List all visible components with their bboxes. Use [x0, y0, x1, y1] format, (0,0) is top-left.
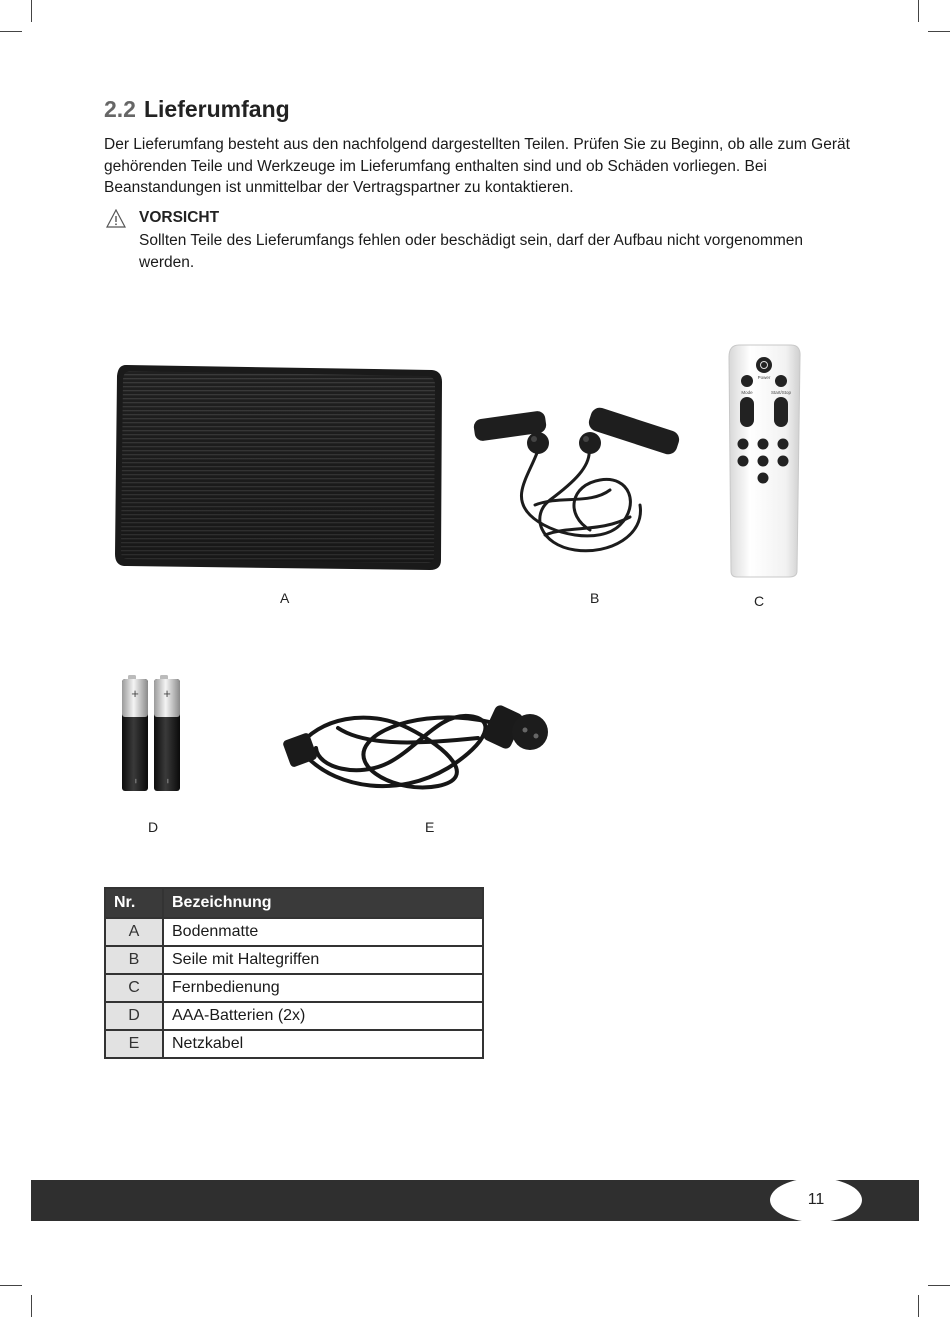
crop-mark [0, 1285, 22, 1286]
row-nr: D [105, 1002, 163, 1030]
battery-plus-symbol: + [163, 686, 171, 701]
page-number [770, 1178, 862, 1222]
section-title [104, 96, 290, 123]
resistance-ropes-image [470, 405, 685, 565]
battery-minus-symbol: − [163, 778, 173, 784]
table-row [105, 918, 483, 946]
table-row [105, 1030, 483, 1058]
warning-icon [106, 209, 126, 228]
row-name: AAA-Batterien (2x) [163, 1002, 483, 1030]
caution-text: Sollten Teile des Lieferumfangs fehlen oder beschädigt sein, darf der Aufbau nicht vorgenommen werden. [139, 232, 804, 271]
remote-mode-label: Mode [741, 390, 753, 395]
remote-control-image [725, 343, 805, 579]
row-name: Seile mit Haltegriffen [163, 946, 483, 974]
crop-mark [928, 31, 950, 32]
section-number: 2.2 [104, 96, 136, 122]
table-header-row [105, 888, 483, 918]
image-label-c: C [754, 593, 765, 609]
image-label-d: D [148, 819, 159, 835]
row-name: Fernbedienung [163, 974, 483, 1002]
image-label-a: A [280, 590, 290, 606]
battery-plus-symbol: + [131, 686, 139, 701]
crop-mark [918, 1295, 919, 1317]
crop-mark [918, 0, 919, 22]
section-heading: Lieferumfang [143, 96, 290, 122]
row-nr: B [105, 946, 163, 974]
remote-power-label: Power [757, 375, 771, 380]
crop-mark [31, 0, 32, 22]
image-label-e: E [425, 819, 435, 835]
column-header-nr: Nr. [105, 888, 163, 918]
row-name: Netzkabel [163, 1030, 483, 1058]
row-nr: C [105, 974, 163, 1002]
parts-table [104, 887, 484, 1059]
row-name: Bodenmatte [163, 918, 483, 946]
remote-start-stop-label: Start/Stop [770, 390, 792, 395]
intro-paragraph: Der Lieferumfang besteht aus den nachfolgend dargestellten Teilen. Prüfen Sie zu Beginn, ob alle zum Gerät gehörenden Teile und Werkzeuge im Lieferumfang enthalten sind und ob Schäden vorliegen. Bei Beanstandungen ist unmittelbar der Vertragspartner zu kontaktieren. [104, 136, 850, 196]
caution-title: VORSICHT [139, 209, 220, 226]
column-header-bezeichnung: Bezeichnung [163, 888, 483, 918]
row-nr: E [105, 1030, 163, 1058]
row-nr: A [105, 918, 163, 946]
crop-mark [31, 1295, 32, 1317]
table-row [105, 974, 483, 1002]
table-row [105, 1002, 483, 1030]
battery-minus-symbol: − [131, 778, 141, 784]
crop-mark [0, 31, 22, 32]
image-label-b: B [590, 590, 600, 606]
table-row [105, 946, 483, 974]
crop-mark [928, 1285, 950, 1286]
batteries-image [118, 675, 186, 793]
floor-mat-image [112, 362, 446, 574]
page-number-text: 11 [807, 1191, 825, 1208]
power-cable-image [278, 688, 556, 803]
